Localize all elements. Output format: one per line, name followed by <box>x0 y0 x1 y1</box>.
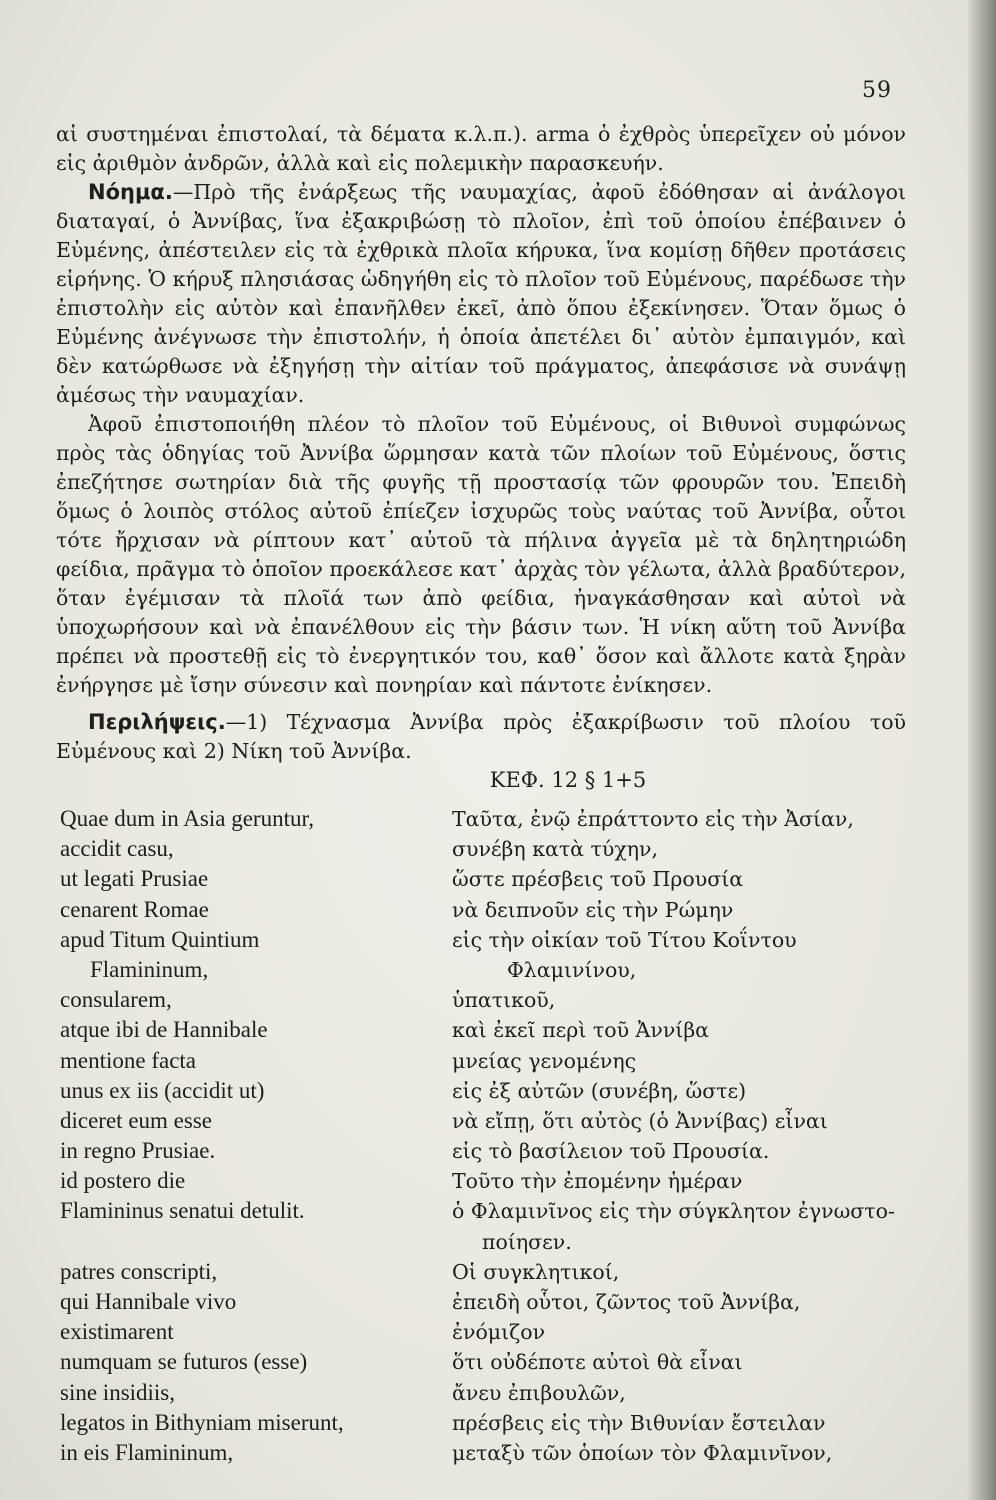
greek-line: μνείας γενομένης <box>452 1048 637 1073</box>
latin-line: numquam se futuros (esse) <box>60 1349 308 1375</box>
greek-line: Φλαμινίνου, <box>507 957 637 982</box>
latin-line: sine insidiis, <box>60 1379 176 1405</box>
greek-line: μεταξὺ τῶν ὁποίων τὸν Φλαμινῖνον, <box>452 1440 833 1465</box>
noema-label: Νόημα. <box>88 180 173 204</box>
latin-line: qui Hannibale vivo <box>60 1289 237 1314</box>
latin-line: unus ex iis (accidit ut) <box>60 1077 265 1103</box>
greek-column <box>452 804 932 1468</box>
greek-line: Οἱ συγκλητικοί, <box>452 1259 620 1284</box>
latin-line: Flamininus senatui detulit. <box>60 1198 305 1224</box>
intro-paragraph: αἱ συστημέναι ἐπιστολαί, τὰ δέματα κ.λ.π.). arma ὁ ἐχθρὸς ὑπερεῖχεν οὐ μόνον εἰς ἀριθμὸν ἀνδρῶν, ἀλλὰ καὶ εἰς πολεμικὴν παρασκευήν. <box>56 122 906 175</box>
latin-column <box>60 804 460 1468</box>
greek-line: εἰς τὸ βασίλειον τοῦ Προυσία. <box>452 1139 770 1164</box>
greek-line: νὰ δειπνοῦν εἰς τὴν Ρώμην <box>452 897 734 922</box>
greek-line: ὑπατικοῦ, <box>452 988 556 1013</box>
latin-line: ut legati Prusiae <box>60 866 209 892</box>
greek-line: Τοῦτο τὴν ἐπομένην ἡμέραν <box>452 1169 743 1194</box>
summaries-paragraph <box>56 708 906 766</box>
latin-line: Quae dum in Asia geruntur, <box>60 806 314 831</box>
latin-line: cenarent Romae <box>60 896 209 922</box>
page-number: 59 <box>862 78 892 103</box>
latin-line: patres conscripti, <box>60 1258 218 1284</box>
latin-line: diceret eum esse <box>60 1107 212 1133</box>
page-shadow-edge <box>968 0 996 1500</box>
greek-line: ἄνευ ἐπιβουλῶν, <box>452 1380 626 1405</box>
latin-line: accidit casu, <box>60 836 174 862</box>
latin-line: Flamininum, <box>90 956 209 982</box>
latin-line: in regno Prusiae. <box>60 1138 216 1164</box>
noema-text: —Πρὸ τῆς ἐνάρξεως τῆς ναυμαχίας, ἀφοῦ ἐδόθησαν αἱ ἀνάλογοι διαταγαί, ὁ Ἀννίβας, ἵνα ἐξακριβώσῃ τὸ πλοῖον, ἐπὶ τοῦ ὁποίου ἐπέβαινεν ὁ Εὐμένης, ἀπέστειλεν εἰς τὰ ἐχθρικὰ πλοῖα κήρυκα, ἵνα κομίσῃ δῆθεν προτάσεις εἰρήνης. Ὁ κήρυξ πλησιάσας ὡδηγήθη εἰς τὸ πλοῖον τοῦ Εὐμένους, παρέδωσε τὴν ἐπιστολὴν εἰς αὐτὸν καὶ ἐπανῆλθεν ἐκεῖ, ἀπὸ ὅπου ἐξεκίνησεν. Ὅταν ὅμως ὁ Εὐμένης ἀνέγνωσε τὴν ἐπιστολήν, ἡ ὁποία ἀπετέλει δι᾽ αὐτὸν ἐμπαιγμόν, καὶ δὲν κατώρθωσε νὰ ἐξηγήσῃ τὴν αἰτίαν τοῦ πράγματος, ἀπεφάσισε νὰ συνάψῃ ἀμέσως τὴν ναυμαχίαν. <box>56 180 906 407</box>
greek-line: καὶ ἐκεῖ περὶ τοῦ Ἀννίβα <box>452 1018 710 1043</box>
greek-line: ἐνόμιζον <box>452 1320 546 1345</box>
greek-line: ἐπειδὴ οὗτοι, ζῶντος τοῦ Ἀννίβα, <box>452 1290 801 1314</box>
latin-line: consularem, <box>60 987 172 1013</box>
latin-line: existimarent <box>60 1319 174 1345</box>
noema-paragraph <box>56 178 906 410</box>
latin-line: legatos in Bithyniam miserunt, <box>60 1409 344 1435</box>
latin-line: mentione facta <box>60 1047 197 1073</box>
summaries-label: Περιλήψεις. <box>88 710 226 734</box>
greek-line: Ταῦτα, ἐνῷ ἐπράττοντο εἰς τὴν Ἀσίαν, <box>452 807 854 831</box>
narrative-paragraph: Ἀφοῦ ἐπιστοποιήθη πλέον τὸ πλοῖον τοῦ Εὐμένους, οἱ Βιθυνοὶ συμφώνως πρὸς τὰς ὁδηγίας τοῦ Ἀννίβα ὥρμησαν κατὰ τῶν πλοίων τοῦ Εὐμένους, ὅστις ἐπεζήτησε σωτηρίαν διὰ τῆς φυγῆς τῇ προστασίᾳ τῶν φρουρῶν του. Ἐπειδὴ ὅμως ὁ λοιπὸς στόλος αὐτοῦ ἐπίεζεν ἰσχυρῶς τοὺς ναύτας τοῦ Ἀννίβα, οὗτοι τότε ἤρχισαν νὰ ρίπτουν κατ᾽ αὐτοῦ τὰ πήλινα ἀγγεῖα μὲ τὰ δηλητηριώδη φείδια, πρᾶγμα τὸ ὁποῖον προεκάλεσε κατ᾽ ἀρχὰς τὸν γέλωτα, ἀλλὰ βραδύτερον, ὅταν ἐγέμισαν τὰ πλοῖά των ἀπὸ φείδια, ἠναγκάσθησαν καὶ αὐτοὶ νὰ ὑποχωρήσουν καὶ νὰ ἐπανέλθουν εἰς τὴν βάσιν των. Ἡ νίκη αὕτη τοῦ Ἀννίβα πρέπει νὰ προστεθῇ εἰς τὸ ἐνεργητικόν του, καθ᾽ ὅσον καὶ ἄλλοτε κατὰ ξηρὰν ἐνήργησε μὲ ἴσην σύνεσιν καὶ πονηρίαν καὶ πάντοτε ἐνίκησεν. <box>56 412 906 697</box>
greek-line: πρέσβεις εἰς τὴν Βιθυνίαν ἔστειλαν <box>452 1410 826 1435</box>
summaries-text: —1) Τέχνασμα Ἀννίβα πρὸς ἐξακρίβωσιν τοῦ πλοίου τοῦ Εὐμένους καὶ 2) Νίκη τοῦ Ἀννίβα. <box>56 710 906 763</box>
greek-line: ὅτι οὐδέποτε αὐτοὶ θὰ εἶναι <box>452 1350 743 1375</box>
greek-line: ὥστε πρέσβεις τοῦ Προυσία <box>452 867 744 892</box>
latin-line <box>60 1227 460 1257</box>
greek-line: εἰς τὴν οἰκίαν τοῦ Τίτου Κοΐντου <box>452 927 797 952</box>
latin-line: apud Titum Quintium <box>60 926 260 952</box>
latin-line: atque ibi de Hannibale <box>60 1017 268 1043</box>
latin-line: in eis Flamininum, <box>60 1439 234 1465</box>
greek-line: νὰ εἴπῃ, ὅτι αὐτὸς (ὁ Ἀννίβας) εἶναι <box>452 1108 828 1133</box>
greek-line: ποίησεν. <box>482 1229 572 1254</box>
chapter-heading: ΚΕΦ. 12 § 1+5 <box>489 768 647 792</box>
greek-line: ὁ Φλαμινῖνος εἰς τὴν σύγκλητον ἐγνωστο- <box>452 1199 895 1224</box>
latin-line: id postero die <box>60 1168 186 1194</box>
greek-line: εἰς ἐξ αὐτῶν (συνέβη, ὥστε) <box>452 1078 747 1103</box>
greek-line: συνέβη κατὰ τύχην, <box>452 837 659 862</box>
